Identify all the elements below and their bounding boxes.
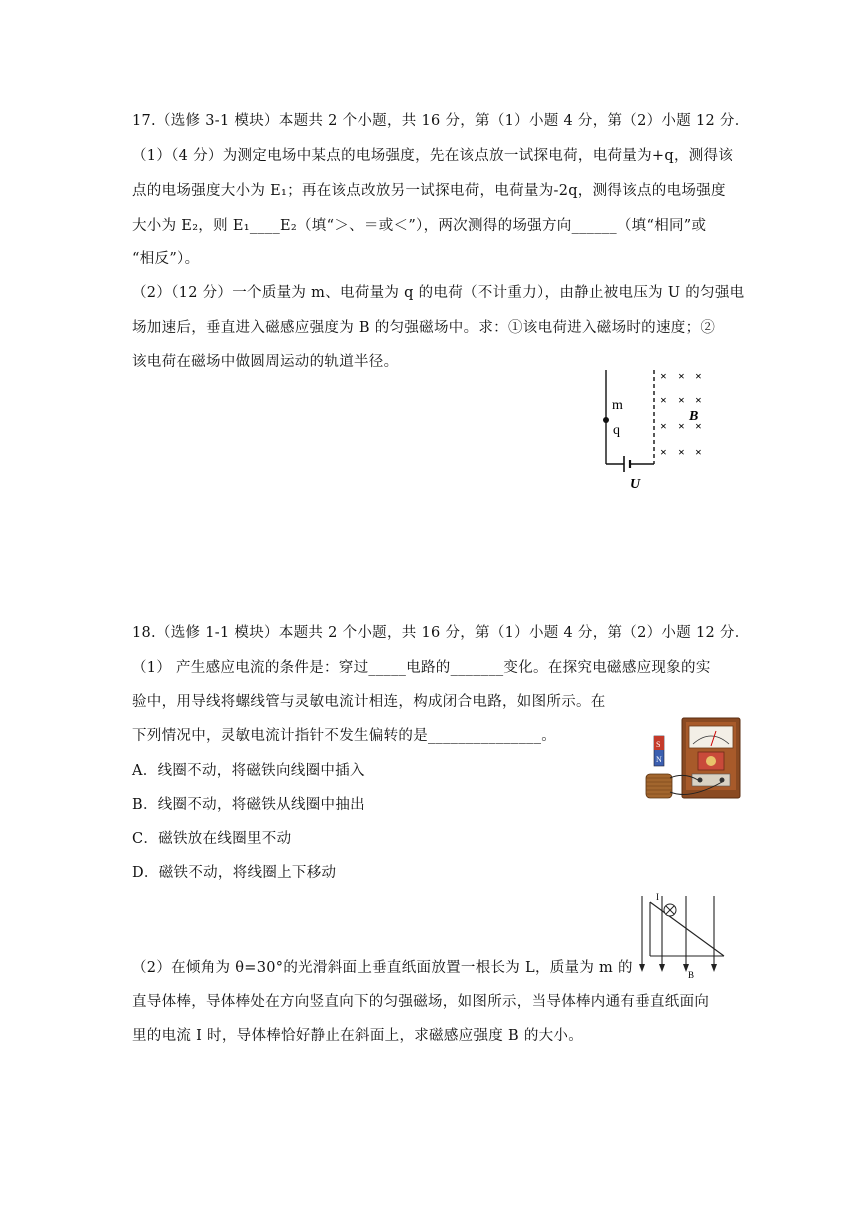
cross-mark: × <box>695 369 702 383</box>
mass-label: m <box>612 398 623 413</box>
cross-mark: × <box>695 419 702 433</box>
current-label: I <box>656 892 659 902</box>
q18-option-d: D．磁铁不动，将线圈上下移动 <box>132 865 337 881</box>
cross-mark: × <box>660 419 667 433</box>
cross-mark: × <box>660 393 667 407</box>
q17-line-3: 点的电场强度大小为 E₁；再在该点改放另一试探电荷，电荷量为-2q，测得该点的电场强度 <box>132 183 726 199</box>
incline-field-figure <box>628 888 728 978</box>
q17-line-6: （2）（12 分）一个质量为 m、电荷量为 q 的电荷（不计重力），由静止被电压为 U 的匀强电 <box>132 285 745 301</box>
q17-line-4: 大小为 E₂，则 E₁____E₂（填“＞、＝或＜”），两次测得的场强方向______（填“相同”或 <box>132 218 707 234</box>
q18-line-1: 18.（选修 1-1 模块）本题共 2 个小题，共 16 分，第（1）小题 4 分，第（2）小题 12 分． <box>132 625 750 641</box>
charge-label: q <box>613 423 620 438</box>
q17-line-8: 该电荷在磁场中做圆周运动的轨道半径。 <box>132 354 399 370</box>
field-b-label: B <box>688 970 695 978</box>
q18-option-c: C．磁铁放在线圈里不动 <box>132 831 292 847</box>
magnet-n-label: N <box>656 755 662 764</box>
field-label: B <box>689 409 699 424</box>
cross-mark: × <box>660 445 667 459</box>
cross-mark: × <box>678 393 685 407</box>
q18-line-2: （1） 产生感应电流的条件是：穿过_____电路的_______变化。在探究电磁感应现象的实 <box>132 660 711 676</box>
q18-option-a: A．线圈不动，将磁铁向线圈中插入 <box>132 763 365 779</box>
charge-dot <box>603 417 609 423</box>
galvanometer-figure <box>640 716 744 802</box>
magnet-s-label: S <box>656 740 661 749</box>
cross-mark: × <box>678 445 685 459</box>
q18-option-b: B．线圈不动，将磁铁从线圈中抽出 <box>132 797 365 813</box>
q17-line-5: “相反”）。 <box>132 251 200 267</box>
q18-line-11: 里的电流 I 时，导体棒恰好静止在斜面上，求磁感应强度 B 的大小。 <box>132 1028 584 1044</box>
q18-line-9: （2）在倾角为 θ=30°的光滑斜面上垂直纸面放置一根长为 L，质量为 m 的 <box>132 960 633 976</box>
cross-mark: × <box>695 393 702 407</box>
cross-mark: × <box>678 419 685 433</box>
cross-mark: × <box>660 369 667 383</box>
voltage-label: U <box>630 477 641 492</box>
cross-mark: × <box>695 445 702 459</box>
q17-line-1: 17.（选修 3-1 模块）本题共 2 个小题，共 16 分，第（1）小题 4 分，第（2）小题 12 分． <box>132 113 750 129</box>
q17-line-2: （1）（4 分）为测定电场中某点的电场强度，先在该点放一试探电荷，电荷量为+q，测得该 <box>132 148 734 164</box>
q18-line-3: 验中，用导线将螺线管与灵敏电流计相连，构成闭合电路，如图所示。在 <box>132 694 606 710</box>
q17-field-figure <box>596 366 716 496</box>
q18-line-10: 直导体棒，导体棒处在方向竖直向下的匀强磁场，如图所示，当导体棒内通有垂直纸面向 <box>132 994 710 1010</box>
cross-mark: × <box>678 369 685 383</box>
q18-line-4: 下列情况中，灵敏电流计指针不发生偏转的是_______________。 <box>132 728 557 744</box>
q17-line-7: 场加速后，垂直进入磁感应强度为 B 的匀强磁场中。求：①该电荷进入磁场时的速度；② <box>132 320 716 336</box>
